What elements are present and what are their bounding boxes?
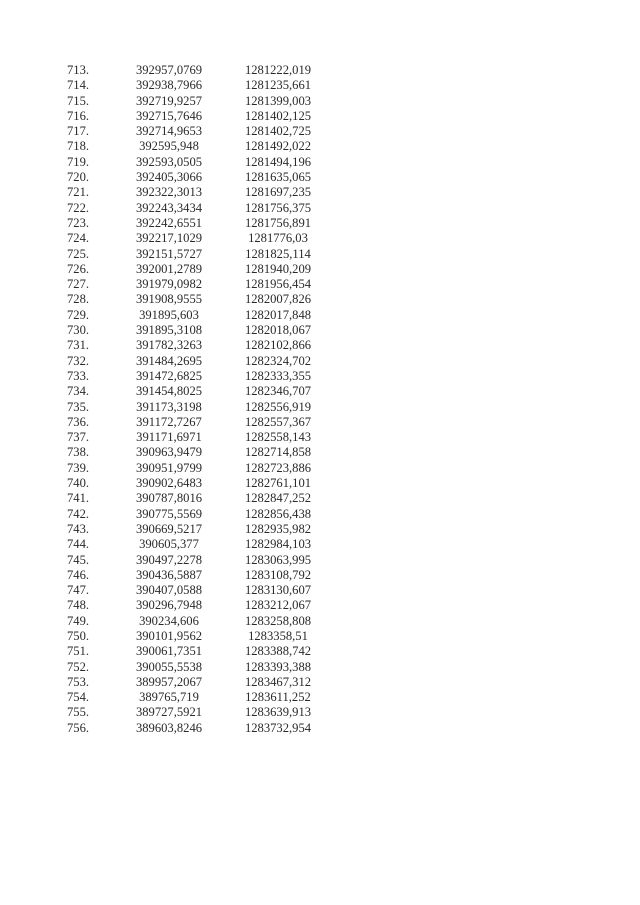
table-row <box>0 553 640 568</box>
table-row <box>0 78 640 93</box>
y-coordinate: 1283212,067 <box>244 598 312 613</box>
row-index: 749. <box>67 613 90 628</box>
y-coordinate: 1281825,114 <box>245 246 311 261</box>
row-index: 735. <box>67 399 90 414</box>
y-coordinate: 1282761,101 <box>244 476 312 491</box>
y-coordinate: 1282557,367 <box>244 414 312 429</box>
x-coordinate: 392719,9257 <box>135 93 203 108</box>
x-coordinate: 392151,5727 <box>135 246 203 261</box>
y-coordinate: 1281399,003 <box>244 93 312 108</box>
y-coordinate: 1281697,235 <box>244 185 312 200</box>
row-index: 750. <box>67 628 90 643</box>
row-index: 716. <box>67 108 90 123</box>
row-index: 718. <box>67 139 90 154</box>
x-coordinate: 390407,0588 <box>135 583 203 598</box>
table-row <box>0 568 640 583</box>
y-coordinate: 1283108,792 <box>244 567 312 582</box>
row-index: 725. <box>67 246 90 261</box>
row-index: 755. <box>67 705 90 720</box>
table-row <box>0 690 640 705</box>
y-coordinate: 1281492,022 <box>244 139 312 154</box>
y-coordinate: 1281756,375 <box>244 200 312 215</box>
row-index: 715. <box>67 93 90 108</box>
x-coordinate: 390605,377 <box>139 537 199 552</box>
row-index: 713. <box>67 63 90 77</box>
row-index: 728. <box>67 292 90 307</box>
x-coordinate: 390055,5538 <box>135 659 203 674</box>
table-row <box>0 384 640 399</box>
table-row <box>0 461 640 476</box>
row-index: 739. <box>67 460 90 475</box>
row-index: 731. <box>67 338 90 353</box>
x-coordinate: 391484,2695 <box>135 353 203 368</box>
table-row <box>0 201 640 216</box>
x-coordinate: 390061,7351 <box>135 644 203 659</box>
x-coordinate: 392243,3434 <box>135 200 203 215</box>
row-index: 743. <box>67 521 90 536</box>
x-coordinate: 391908,9555 <box>135 292 203 307</box>
y-coordinate: 1283639,913 <box>244 705 312 720</box>
x-coordinate: 389727,5921 <box>135 705 203 720</box>
y-coordinate: 1281222,019 <box>244 63 312 77</box>
x-coordinate: 391472,6825 <box>135 368 203 383</box>
y-coordinate: 1282714,858 <box>244 445 312 460</box>
row-index: 734. <box>67 384 90 399</box>
x-coordinate: 390951,9799 <box>135 460 203 475</box>
row-index: 740. <box>67 476 90 491</box>
table-row <box>0 476 640 491</box>
x-coordinate: 390787,8016 <box>135 491 203 506</box>
y-coordinate: 1281235,661 <box>244 78 312 93</box>
table-row <box>0 292 640 307</box>
y-coordinate: 1283611,252 <box>245 690 311 705</box>
y-coordinate: 1283467,312 <box>244 674 312 689</box>
row-index: 722. <box>67 200 90 215</box>
x-coordinate: 392217,1029 <box>135 231 203 246</box>
x-coordinate: 389765,719 <box>139 690 199 705</box>
x-coordinate: 390902,6483 <box>135 476 203 491</box>
table-row <box>0 583 640 598</box>
row-index: 719. <box>67 154 90 169</box>
y-coordinate: 1281756,891 <box>244 215 312 230</box>
table-row <box>0 109 640 124</box>
table-row <box>0 216 640 231</box>
y-coordinate: 1282984,103 <box>244 537 312 552</box>
row-index: 751. <box>67 644 90 659</box>
x-coordinate: 392322,3013 <box>135 185 203 200</box>
x-coordinate: 392714,9653 <box>135 124 203 139</box>
y-coordinate: 1282018,067 <box>244 323 312 338</box>
x-coordinate: 391171,6971 <box>136 430 202 445</box>
x-coordinate: 391895,603 <box>139 307 199 322</box>
row-index: 746. <box>67 567 90 582</box>
x-coordinate: 392593,0505 <box>135 154 203 169</box>
x-coordinate: 390296,7948 <box>135 598 203 613</box>
x-coordinate: 392595,948 <box>139 139 199 154</box>
y-coordinate: 1283732,954 <box>244 720 312 735</box>
row-index: 733. <box>67 368 90 383</box>
table-row <box>0 369 640 384</box>
row-index: 724. <box>67 231 90 246</box>
row-index: 747. <box>67 583 90 598</box>
y-coordinate: 1281494,196 <box>244 154 312 169</box>
y-coordinate: 1281402,125 <box>244 108 312 123</box>
y-coordinate: 1282723,886 <box>244 460 312 475</box>
row-index: 741. <box>67 491 90 506</box>
table-row <box>0 94 640 109</box>
table-row <box>0 675 640 690</box>
row-index: 723. <box>67 215 90 230</box>
y-coordinate: 1282102,866 <box>244 338 312 353</box>
table-row <box>0 507 640 522</box>
table-row <box>0 430 640 445</box>
table-row <box>0 537 640 552</box>
y-coordinate: 1283393,388 <box>244 659 312 674</box>
x-coordinate: 392715,7646 <box>135 108 203 123</box>
row-index: 732. <box>67 353 90 368</box>
row-index: 748. <box>67 598 90 613</box>
row-index: 742. <box>67 506 90 521</box>
row-index: 726. <box>67 261 90 276</box>
y-coordinate: 1283388,742 <box>244 644 312 659</box>
table-row <box>0 277 640 292</box>
table-row <box>0 262 640 277</box>
table-row <box>0 354 640 369</box>
y-coordinate: 1281776,03 <box>248 231 308 246</box>
table-row <box>0 660 640 675</box>
x-coordinate: 390234,606 <box>139 613 199 628</box>
table-row <box>0 400 640 415</box>
table-row <box>0 338 640 353</box>
row-index: 753. <box>67 674 90 689</box>
table-row <box>0 231 640 246</box>
y-coordinate: 1281635,065 <box>244 170 312 185</box>
x-coordinate: 390497,2278 <box>135 552 203 567</box>
x-coordinate: 391979,0982 <box>135 277 203 292</box>
x-coordinate: 390775,5569 <box>135 506 203 521</box>
table-row <box>0 124 640 139</box>
row-index: 738. <box>67 445 90 460</box>
y-coordinate: 1282556,919 <box>244 399 312 414</box>
y-coordinate: 1282856,438 <box>244 506 312 521</box>
row-index: 727. <box>67 277 90 292</box>
y-coordinate: 1282007,826 <box>244 292 312 307</box>
row-index: 744. <box>67 537 90 552</box>
x-coordinate: 391782,3263 <box>135 338 203 353</box>
table-row <box>0 63 640 78</box>
table-row <box>0 614 640 629</box>
table-row <box>0 445 640 460</box>
coordinate-table <box>0 63 640 736</box>
row-index: 737. <box>67 430 90 445</box>
y-coordinate: 1282017,848 <box>244 307 312 322</box>
x-coordinate: 389957,2067 <box>135 674 203 689</box>
y-coordinate: 1282324,702 <box>244 353 312 368</box>
x-coordinate: 391454,8025 <box>135 384 203 399</box>
y-coordinate: 1283130,607 <box>244 583 312 598</box>
y-coordinate: 1283258,808 <box>244 613 312 628</box>
table-row <box>0 629 640 644</box>
x-coordinate: 391172,7267 <box>136 414 202 429</box>
y-coordinate: 1282346,707 <box>244 384 312 399</box>
y-coordinate: 1282847,252 <box>244 491 312 506</box>
row-index: 717. <box>67 124 90 139</box>
table-row <box>0 522 640 537</box>
x-coordinate: 391173,3198 <box>136 399 202 414</box>
table-row <box>0 247 640 262</box>
x-coordinate: 390963,9479 <box>135 445 203 460</box>
table-row <box>0 185 640 200</box>
table-row <box>0 491 640 506</box>
x-coordinate: 392938,7966 <box>135 78 203 93</box>
row-index: 745. <box>67 552 90 567</box>
row-index: 721. <box>67 185 90 200</box>
table-row <box>0 139 640 154</box>
row-index: 730. <box>67 323 90 338</box>
y-coordinate: 1281402,725 <box>244 124 312 139</box>
table-row <box>0 598 640 613</box>
row-index: 736. <box>67 414 90 429</box>
y-coordinate: 1283063,995 <box>244 552 312 567</box>
x-coordinate: 390436,5887 <box>135 567 203 582</box>
row-index: 752. <box>67 659 90 674</box>
row-index: 729. <box>67 307 90 322</box>
x-coordinate: 392957,0769 <box>135 63 203 77</box>
y-coordinate: 1283358,51 <box>248 628 308 643</box>
x-coordinate: 392001,2789 <box>135 261 203 276</box>
x-coordinate: 389603,8246 <box>135 720 203 735</box>
x-coordinate: 392242,6551 <box>135 215 203 230</box>
y-coordinate: 1282333,355 <box>244 368 312 383</box>
x-coordinate: 390101,9562 <box>135 628 203 643</box>
y-coordinate: 1281956,454 <box>244 277 312 292</box>
table-row <box>0 170 640 185</box>
table-row <box>0 308 640 323</box>
x-coordinate: 392405,3066 <box>135 170 203 185</box>
x-coordinate: 390669,5217 <box>135 521 203 536</box>
x-coordinate: 391895,3108 <box>135 323 203 338</box>
table-row <box>0 155 640 170</box>
y-coordinate: 1281940,209 <box>244 261 312 276</box>
table-row <box>0 644 640 659</box>
y-coordinate: 1282558,143 <box>244 430 312 445</box>
row-index: 720. <box>67 170 90 185</box>
table-row <box>0 721 640 736</box>
y-coordinate: 1282935,982 <box>244 521 312 536</box>
table-row <box>0 323 640 338</box>
row-index: 756. <box>67 720 90 735</box>
row-index: 754. <box>67 690 90 705</box>
table-row <box>0 415 640 430</box>
row-index: 714. <box>67 78 90 93</box>
table-row <box>0 705 640 720</box>
